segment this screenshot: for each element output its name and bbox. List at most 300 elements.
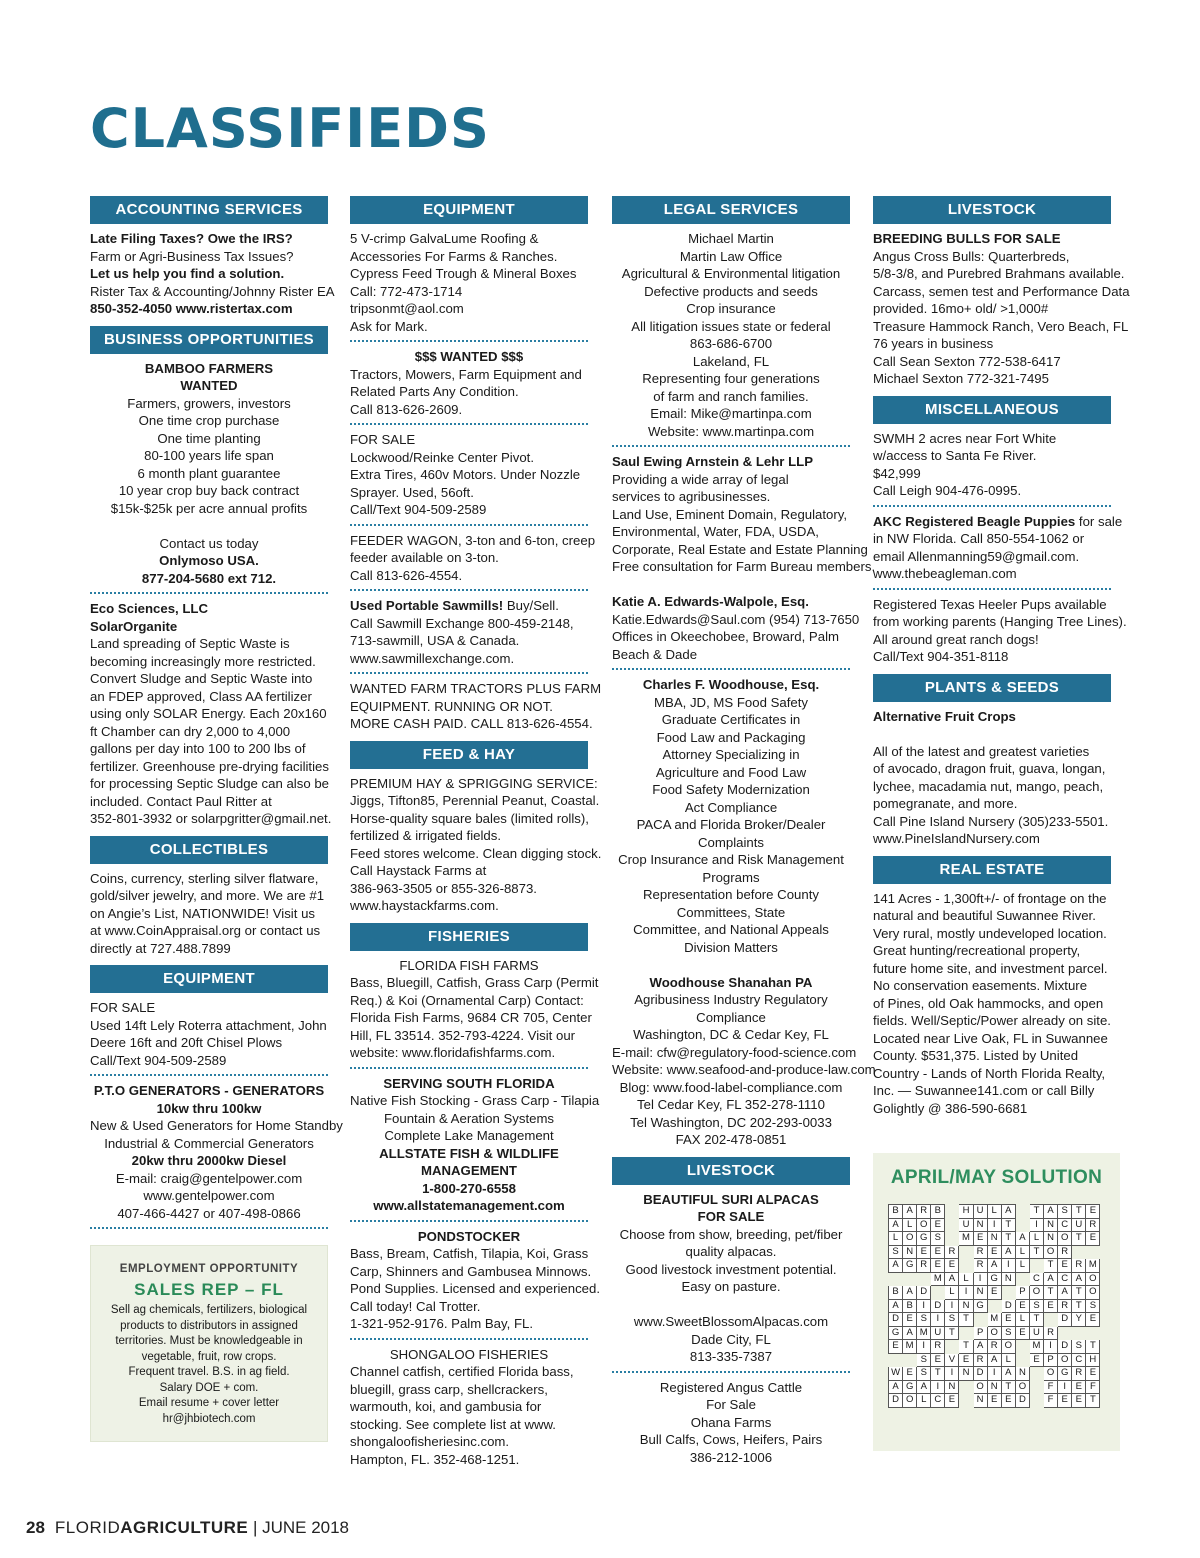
grid-cell: E [1029,1353,1043,1367]
ad-line [350,1075,588,1093]
ad-line-text: Farmers, growers, investors [127,395,291,411]
ad-line-text: E-mail: craig@gentelpower.com [115,1170,303,1186]
classified-ad [612,676,876,1149]
section-header-feed-hay: FEED & HAY [350,741,588,769]
classified-ad [612,1191,850,1373]
grid-cell: D [1001,1299,1015,1313]
ad-line-text: www.PineIslandNursery.com [873,831,1040,846]
ad-line-text: shongaloofisheriesinc.com. [350,1434,510,1449]
ad-line [873,548,1111,566]
ad-line [350,230,588,248]
ad-line-text: Tel Washington, DC 202-293-0033 [630,1114,832,1130]
ad-line [350,897,588,915]
grid-cell: N [1044,1232,1058,1246]
grid-block [973,1313,987,1327]
ad-line-text: FAX 202-478-0851 [675,1132,787,1147]
ad-line [612,1414,850,1432]
classified-ad [612,453,876,670]
grid-cell: O [917,1218,931,1232]
ad-line-text: Offices in Okeechobee, Broward, Palm [612,629,839,644]
ad-line-text: Horse-quality square bales (limited rolls), [350,810,589,826]
ad-line [90,1034,328,1052]
ad-line [873,1065,1111,1083]
ad-line [350,827,588,845]
ad-line [612,523,850,541]
grid-cell: P [1044,1353,1058,1367]
ad-line [612,471,850,489]
grid-cell: A [889,1380,903,1394]
ad-line-text: Washington, DC & Cedar Key, FL [633,1027,829,1042]
ad-line-text: Cypress Feed Trough & Mineral Boxes [350,266,577,281]
ad-line-text: Bull Calfs, Cows, Heifers, Pairs [639,1432,823,1447]
grid-cell: H [959,1205,973,1219]
employment-line: vegetable, fruit, row crops. [141,1350,277,1363]
grid-cell: B [931,1205,945,1219]
grid-cell: E [987,1286,1001,1300]
grid-cell: E [903,1367,917,1381]
ad-line-text: Tel Cedar Key, FL 352-278-1110 [637,1097,825,1112]
ad-line [90,600,328,618]
section-header-real-estate: REAL ESTATE [873,856,1111,884]
grid-cell: E [931,1259,945,1273]
ad-line-text: ft Chamber can dry 2,000 to 4,000 [90,723,291,739]
ad-line-text: 386-212-1006 [689,1449,773,1465]
ad-line [612,1044,857,1062]
grid-row [889,1353,1100,1367]
classified-ad [90,1082,343,1229]
ad-line-text: www.allstatemanagement.com [373,1198,565,1213]
ad-line-text: of farm and ranch families. [653,388,809,404]
grid-cell: E [945,1394,959,1408]
ad-line [90,500,328,518]
grid-cell: I [1029,1218,1043,1232]
ad-line [873,335,1111,353]
grid-cell: C [1029,1272,1043,1286]
grid-cell: E [917,1245,931,1259]
ad-line [350,449,588,467]
ad-line [873,830,1111,848]
grid-cell: R [973,1353,987,1367]
ad-line [873,725,1111,743]
magazine-name-a: FLORID [54,1518,121,1537]
ad-line [90,618,328,636]
grid-cell: E [1044,1299,1058,1313]
grid-cell: U [959,1218,973,1232]
grid-block [1015,1218,1029,1232]
ad-line [350,792,600,810]
grid-cell: S [889,1245,903,1259]
ad-line [350,1451,588,1469]
grid-cell: A [1072,1272,1086,1286]
ad-line [90,1135,328,1153]
grid-cell: W [889,1367,903,1381]
grid-cell: D [931,1299,945,1313]
ad-line [612,886,850,904]
ad-line [350,549,588,567]
ad-line-text: All litigation issues state or federal [631,318,831,334]
ad-line-text: Free consultation for Farm Bureau members. [612,559,876,574]
ad-line-text: Eco Sciences, LLC [90,601,208,616]
ad-line [873,283,1130,301]
grid-cell: M [917,1326,931,1340]
grid-cell: I [931,1380,945,1394]
ad-line-text: website: www.floridafishfarms.com. [350,1045,556,1060]
classified-ad [612,1379,850,1467]
ad-line [90,300,328,318]
grid-cell: E [1015,1326,1029,1340]
ad-line [90,758,328,776]
ad-line [612,318,850,336]
ad-line [350,680,602,698]
grid-cell: O [1015,1380,1029,1394]
ad-line [350,957,588,975]
ad-line [612,1331,850,1349]
ad-line [350,383,588,401]
grid-cell: L [1029,1232,1043,1246]
grid-row [889,1380,1100,1394]
grid-row [889,1299,1100,1313]
ad-line [350,1197,588,1215]
ad-line [873,530,1111,548]
grid-cell: T [1001,1380,1015,1394]
grid-cell: T [1072,1232,1086,1246]
grid-cell: L [1015,1313,1029,1327]
ad-line-text: email Allenmanning59@gmail.com. [873,548,1080,564]
ad-line [873,977,1111,995]
section-header-equipment: EQUIPMENT [350,196,588,224]
grid-block [1029,1380,1043,1394]
ad-line [873,760,1111,778]
grid-cell: U [973,1205,987,1219]
ad-line-text: in NW Florida. Call 850-554-1062 or [873,531,1085,546]
ad-line-text: Corporate, Real Estate and Estate Planning [612,541,868,557]
ad-line-text: BAMBOO FARMERS [144,360,274,376]
ad-line-text: AKC Registered Beagle Puppies [873,513,1076,529]
ad-line [612,816,850,834]
grid-cell: T [1044,1259,1058,1273]
ad-line-text: Call Sean Sexton 772-538-6417 [873,353,1061,369]
ad-line [90,377,328,395]
employment-ad [90,1245,328,1442]
ad-line [90,775,328,793]
grid-cell: D [1058,1340,1072,1354]
ad-line-text: Lakeland, FL [692,353,770,369]
ad-line-text: using only SOLAR Energy. Each 20x160 [90,706,327,721]
classified-ad [873,890,1111,1118]
grid-cell: O [1086,1272,1100,1286]
grid-cell: E [1072,1394,1086,1408]
ad-line-text: Act Compliance [684,799,778,815]
ad-line [612,729,850,747]
ad-line-text: MBA, JD, MS Food Safety [654,694,808,710]
ad-line-text: Registered Texas Heeler Pups available [873,596,1107,612]
magazine-name [55,1518,248,1537]
ad-line-text: Channel catfish, certified Florida bass, [350,1364,574,1379]
classified-ad [350,680,602,733]
crossword-grid [888,1204,1100,1408]
section-header-collectibles: COLLECTIBLES [90,836,328,864]
ad-line-text: EQUIPMENT. RUNNING OR NOT. [350,698,553,714]
grid-cell: S [917,1313,931,1327]
grid-cell: O [1058,1232,1072,1246]
grid-block [1058,1326,1072,1340]
ad-line [90,1170,328,1188]
ad-line-text: PREMIUM HAY & SPRIGGING SERVICE: [350,775,598,791]
grid-row [889,1259,1100,1273]
ad-line-text: Located near Live Oak, FL in Suwannee [873,1030,1108,1046]
ad-line-text: Deere 16ft and 20ft Chisel Plows [90,1035,283,1050]
grid-cell: T [1072,1286,1086,1300]
grid-cell: D [973,1367,987,1381]
grid-block [959,1380,973,1394]
grid-cell: A [945,1272,959,1286]
ad-line-text: lychee, macadamia nut, mango, peach, [873,778,1104,794]
ad-line-text: 5 V-crimp GalvaLume Roofing & [350,231,539,246]
ad-line [90,1017,328,1035]
ad-line-text: County. $531,375. Listed by United [873,1048,1079,1063]
ad-line [612,405,850,423]
ad-line [612,248,850,266]
ad-line [873,482,1111,500]
grid-cell: U [931,1326,945,1340]
grid-cell: M [1086,1259,1100,1273]
grid-block [1072,1326,1086,1340]
ad-line-text: 10 year crop buy back contract [118,483,300,498]
ad-line [873,995,1111,1013]
ad-line-text: stocking. See complete list at www. [350,1416,556,1432]
ad-line [90,1187,328,1205]
ad-line-text: bluegill, grass carp, shellcrackers, [350,1381,548,1397]
ad-line [873,795,1111,813]
grid-block [889,1353,903,1367]
grid-cell: R [987,1340,1001,1354]
section-header-equipment: EQUIPMENT [90,965,328,993]
ad-line [350,1346,588,1364]
grid-row [889,1367,1100,1381]
ad-line [90,1100,328,1118]
ad-line [612,991,850,1009]
ad-line-text: Division Matters [684,939,778,955]
ad-line-text: Representation before County [643,887,819,902]
ad-line [873,1012,1111,1030]
grid-block [987,1299,1001,1313]
ad-line-text: 5/8-3/8, and Purebred Brahmans available. [873,266,1125,281]
grid-row [889,1340,1100,1354]
ad-line-text: Call today! Cal Trotter. [350,1298,481,1314]
ad-line [612,1278,850,1296]
ad-line [873,447,1111,465]
column-4 [873,196,1130,1117]
grid-cell: N [987,1380,1001,1394]
grid-cell: D [889,1394,903,1408]
grid-row [889,1232,1100,1246]
grid-cell: E [973,1232,987,1246]
grid-cell: A [1044,1272,1058,1286]
ad-line [350,1315,588,1333]
grid-cell: U [1029,1326,1043,1340]
ad-line-text: Related Parts Any Condition. [350,384,519,399]
ad-line-text: Saul Ewing Arnstein & Lehr LLP [612,454,814,469]
ad-line [90,653,328,671]
grid-cell: T [1001,1218,1015,1232]
ad-line-text: For Sale [706,1397,756,1412]
grid-block [931,1286,945,1300]
grid-cell: M [903,1340,917,1354]
ad-line [350,597,588,615]
grid-cell: I [945,1299,959,1313]
ad-line-text: Call Pine Island Nursery (305)233-5501. [873,813,1109,829]
ad-line [873,230,1111,248]
ad-line [350,1245,588,1263]
ad-line-text: www.haystackfarms.com. [350,898,499,913]
ad-line-text: Alternative Fruit Crops [873,708,1016,724]
ad-line-text: gallons per day into 100 to 200 lbs of [90,741,306,756]
grid-cell: N [973,1286,987,1300]
grid-cell: A [987,1259,1001,1273]
grid-cell: C [1072,1353,1086,1367]
ad-line [612,1131,850,1149]
classified-ad [350,1075,600,1222]
grid-cell: A [987,1353,1001,1367]
classified-ad [90,230,335,318]
column-1 [90,196,343,1442]
grid-cell: E [1086,1367,1100,1381]
ad-line-text: for processing Septic Sludge can also be [90,776,329,791]
grid-cell: A [889,1218,903,1232]
section-header-accounting-services: ACCOUNTING SERVICES [90,196,328,224]
grid-row [889,1245,1100,1259]
grid-cell: I [917,1299,931,1313]
ad-line-text: Environmental, Water, FDA, USDA, [612,524,819,539]
ad-line-text: Used 14ft Lely Roterra attachment, John [90,1017,327,1033]
grid-cell: I [1001,1259,1015,1273]
ad-line-text: Extra Tires, 460v Motors. Under Nozzle [350,467,581,482]
ad-line [350,1145,588,1163]
section-header-livestock: LIVESTOCK [873,196,1111,224]
grid-cell: N [973,1394,987,1408]
ad-line [350,1027,588,1045]
ad-line-text: Beach & Dade [612,646,698,662]
grid-cell: H [1086,1353,1100,1367]
grid-cell: I [959,1286,973,1300]
ad-line-text: www.gentelpower.com [143,1188,275,1203]
grid-cell: N [1015,1367,1029,1381]
ad-line-text: Golightly @ 386-590-6681 [873,1100,1028,1116]
ad-line [350,1416,588,1434]
grid-row [889,1272,1100,1286]
grid-cell: T [1044,1286,1058,1300]
ad-line-text: 352-801-3932 or solarpgritter@gmail.net. [90,811,332,826]
ad-line-text: w/access to Santa Fe River. [873,448,1037,463]
magazine-name-b: AGRICULTURE [120,1518,249,1537]
ad-line-text: provided. 16mo+ old/ >1,000# [873,301,1049,316]
ad-line-text: PONDSTOCKER [417,1228,521,1244]
grid-cell: I [945,1367,959,1381]
grid-cell: T [945,1326,959,1340]
ad-line [350,1398,588,1416]
employment-title: SALES REP – FL [134,1279,284,1299]
grid-block [903,1272,917,1286]
grid-row [889,1313,1100,1327]
ad-line-text: pomegranate, and more. [873,796,1018,811]
ad-line [350,265,588,283]
classified-ad [90,870,328,958]
grid-cell: D [917,1286,931,1300]
section-header-legal-services: LEGAL SERVICES [612,196,850,224]
grid-cell: D [889,1313,903,1327]
ad-line [873,907,1111,925]
ad-line-text: 850-352-4050 www.ristertax.com [90,301,293,316]
ad-line [90,248,328,266]
grid-row [889,1326,1100,1340]
classified-ad [350,597,588,674]
ad-line-text: Blog: www.food-label-compliance.com [619,1079,843,1095]
grid-cell: S [917,1367,931,1381]
ad-line [873,925,1111,943]
grid-cell: A [917,1380,931,1394]
grid-cell: N [973,1218,987,1232]
ad-line [90,412,328,430]
classified-ad [90,360,328,595]
ad-line [350,632,588,650]
grid-cell: E [1086,1232,1100,1246]
ad-line [350,1009,592,1027]
grid-cell: R [917,1205,931,1219]
ad-line [612,1449,850,1467]
ad-line [612,541,868,559]
grid-cell: R [1058,1299,1072,1313]
ad-line [350,1180,588,1198]
ad-line [350,1110,588,1128]
ad-line [90,999,328,1017]
grid-cell: A [889,1299,903,1313]
grid-cell: A [903,1205,917,1219]
grid-cell: L [1015,1245,1029,1259]
grid-row [889,1218,1100,1232]
ad-line-text: 877-204-5680 ext 712. [141,570,277,586]
ad-line [350,1092,600,1110]
ad-line-text: 6 month plant guarantee [137,465,281,481]
ad-line [873,353,1111,371]
grid-cell: R [1058,1245,1072,1259]
grid-cell: E [889,1340,903,1354]
ad-line-text: Agricultural & Environmental litigation [621,266,841,281]
grid-cell: S [1029,1299,1043,1313]
grid-cell: G [903,1380,917,1394]
ad-line [90,360,328,378]
ad-line-text: Katie A. Edwards-Walpole, Esq. [612,594,809,609]
ad-line [873,1100,1111,1118]
grid-cell: L [917,1394,931,1408]
ad-line-text: Call Sawmill Exchange 800-459-2148, [350,615,574,631]
ad-line-text: Call 813-626-2609. [350,401,463,417]
ad-line [350,1381,588,1399]
grid-cell: E [987,1394,1001,1408]
ad-line-text: ALLSTATE FISH & WILDLIFE [379,1145,559,1161]
ad-line [873,631,1111,649]
ad-line [90,922,328,940]
ad-line [873,430,1111,448]
ad-line-text: Defective products and seeds [644,283,818,299]
grid-cell: R [973,1245,987,1259]
ad-line [350,715,593,733]
grid-block [959,1245,973,1259]
ad-line [612,388,850,406]
ad-line-text: Charles F. Woodhouse, Esq. [642,677,820,692]
ad-line [612,1243,850,1261]
ad-line-text: Late Filing Taxes? Owe the IRS? [90,231,293,246]
ad-line [612,353,850,371]
